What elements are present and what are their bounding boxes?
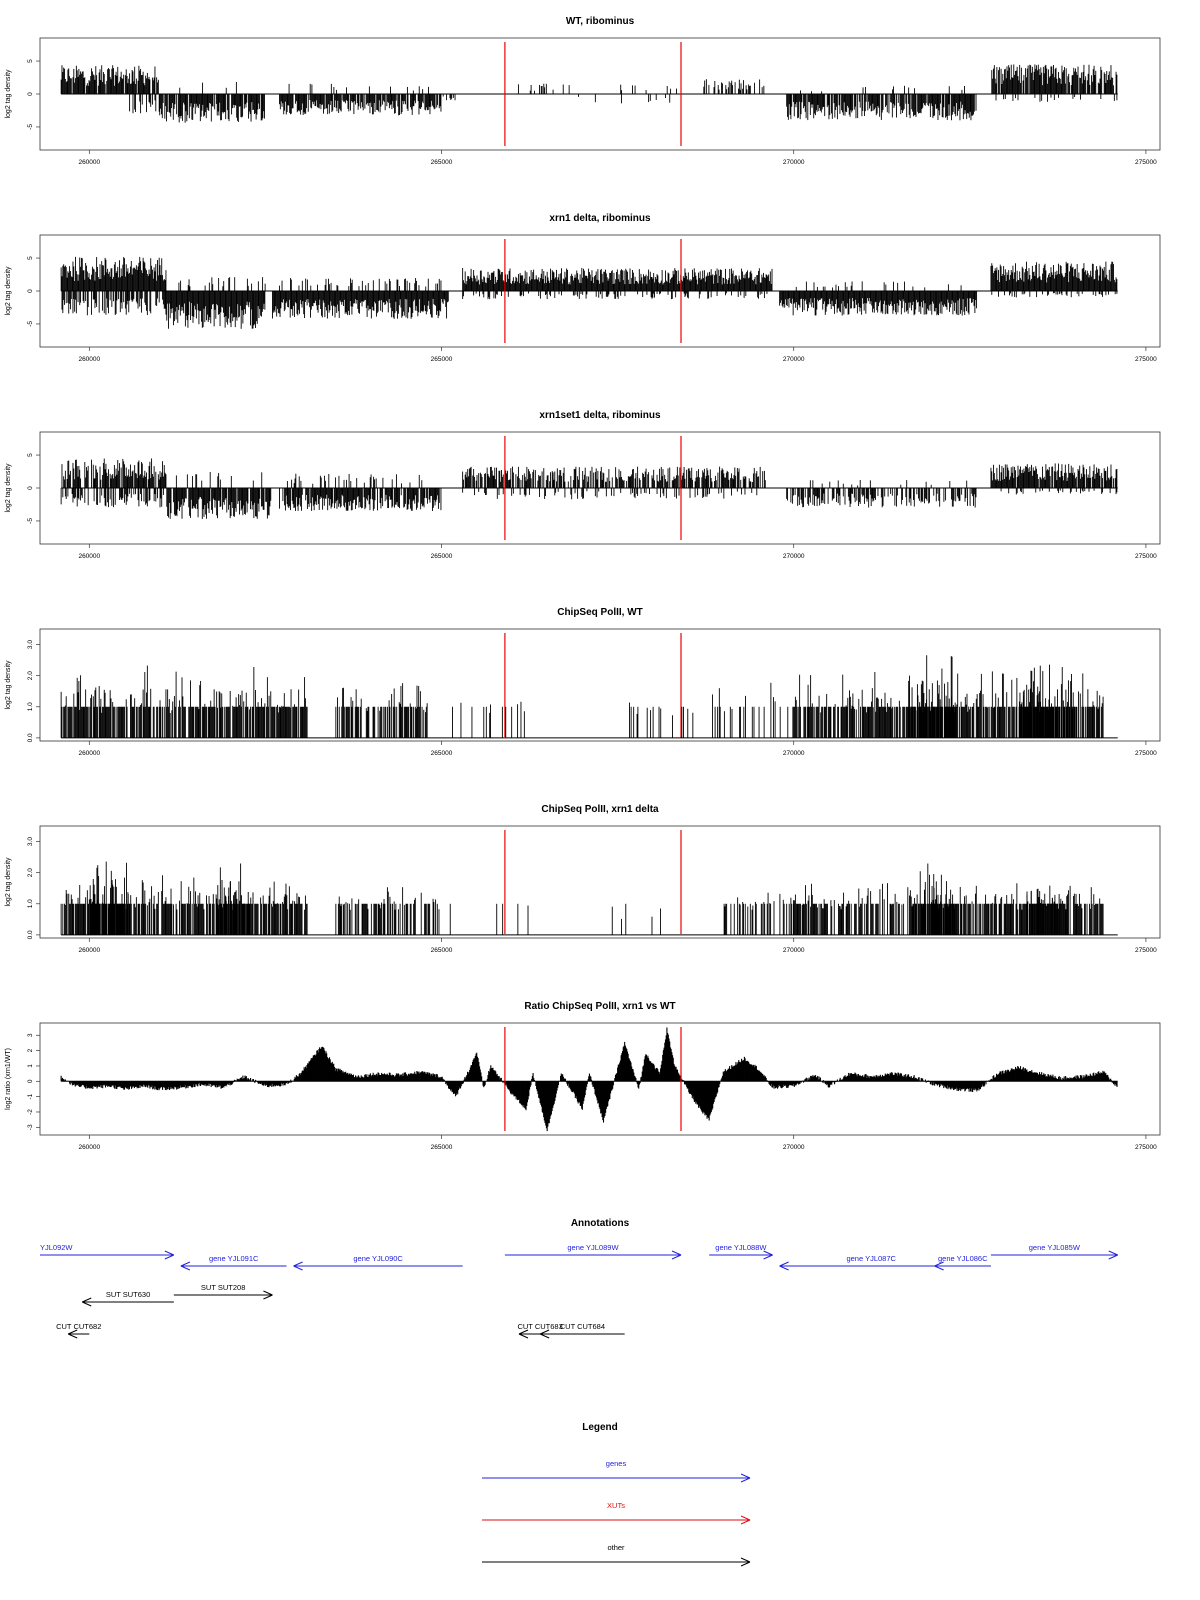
x-tick-label: 270000 bbox=[782, 553, 805, 560]
x-tick-label: 260000 bbox=[78, 750, 101, 757]
y-tick-label: 3.0 bbox=[27, 640, 34, 650]
x-tick-label: 275000 bbox=[1135, 553, 1157, 560]
chart-panel-3 bbox=[5, 410, 1160, 560]
panel-title: xrn1 delta, ribominus bbox=[549, 213, 651, 224]
y-tick-label: 2.0 bbox=[27, 868, 34, 878]
panel-title: ChipSeq PolII, xrn1 delta bbox=[541, 804, 659, 815]
y-axis-label: log2 tag density bbox=[5, 463, 12, 513]
x-tick-label: 265000 bbox=[430, 356, 453, 363]
x-tick-label: 270000 bbox=[782, 159, 805, 166]
chart-panel-5 bbox=[5, 804, 1160, 954]
x-tick-label: 260000 bbox=[78, 947, 101, 954]
data-series bbox=[61, 64, 1118, 122]
x-tick-label: 275000 bbox=[1135, 947, 1157, 954]
y-tick-label: -5 bbox=[27, 518, 34, 524]
y-tick-label: 2.0 bbox=[27, 671, 34, 681]
x-tick-label: 260000 bbox=[78, 159, 101, 166]
y-tick-label: 0 bbox=[27, 289, 34, 293]
data-series bbox=[61, 458, 1118, 519]
panel-title: ChipSeq PolII, WT bbox=[557, 607, 643, 618]
x-tick-label: 275000 bbox=[1135, 750, 1157, 757]
y-tick-label: 5 bbox=[27, 256, 34, 260]
x-tick-label: 270000 bbox=[782, 356, 805, 363]
y-tick-label: 1.0 bbox=[27, 899, 34, 909]
y-tick-label: 1.0 bbox=[27, 702, 34, 712]
y-tick-label: -5 bbox=[27, 321, 34, 327]
x-tick-label: 260000 bbox=[78, 356, 101, 363]
chart-panel-4 bbox=[5, 607, 1160, 757]
x-tick-label: 275000 bbox=[1135, 356, 1157, 363]
panel-title: xrn1set1 delta, ribominus bbox=[539, 410, 661, 421]
y-tick-label: 0.0 bbox=[27, 733, 34, 743]
y-axis-label: log2 tag density bbox=[5, 266, 12, 316]
x-tick-label: 265000 bbox=[430, 947, 453, 954]
x-tick-label: 270000 bbox=[782, 750, 805, 757]
x-tick-label: 275000 bbox=[1135, 159, 1157, 166]
signal-panels bbox=[5, 16, 1160, 1151]
data-series bbox=[61, 655, 1118, 738]
y-axis-label: log2 tag density bbox=[5, 857, 12, 907]
panel-title: WT, ribominus bbox=[565, 16, 635, 27]
x-tick-label: 260000 bbox=[78, 553, 101, 560]
x-tick-label: 270000 bbox=[782, 947, 805, 954]
chart-panel-1 bbox=[5, 16, 1160, 166]
data-series bbox=[61, 257, 1118, 329]
x-tick-label: 265000 bbox=[430, 159, 453, 166]
y-axis-label: log2 tag density bbox=[5, 660, 12, 710]
data-series bbox=[61, 862, 1118, 935]
y-tick-label: 0 bbox=[27, 92, 34, 96]
y-tick-label: 5 bbox=[27, 453, 34, 457]
y-axis-label: log2 tag density bbox=[5, 69, 12, 119]
x-tick-label: 265000 bbox=[430, 553, 453, 560]
y-tick-label: 0 bbox=[27, 486, 34, 490]
y-tick-label: 5 bbox=[27, 59, 34, 63]
y-tick-label: -5 bbox=[27, 124, 34, 130]
chart-panel-2 bbox=[5, 213, 1160, 363]
y-tick-label: 3.0 bbox=[27, 837, 34, 847]
y-tick-label: 0.0 bbox=[27, 930, 34, 940]
x-tick-label: 265000 bbox=[430, 750, 453, 757]
